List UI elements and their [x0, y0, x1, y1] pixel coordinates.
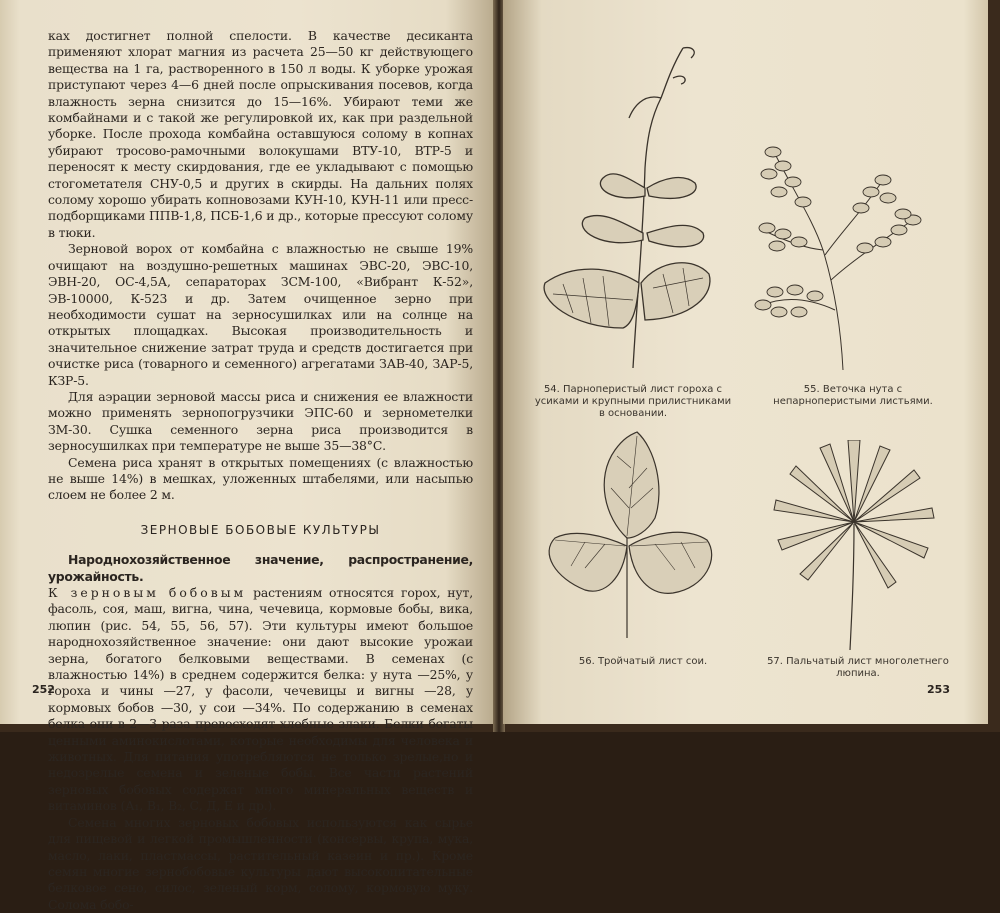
paragraph-4: Семена риса хранят в открытых помещениях (с влажностью не выше 14%) в мешках, уложенных штабелями, или насыпью слоем не более 2 м. [48, 454, 473, 503]
soybean-leaf-illustration [535, 428, 725, 643]
chickpea-leaflets [755, 147, 921, 317]
paragraph-3: Для аэрации зерновой массы риса и снижения ее влажности можно применять зернопогрузчики ЭПС-60 и зернометелки ЗМ-30. Сушка семенного зерна риса производится в зерносушилках при температуре не выше 35—38°С. [48, 388, 473, 454]
pea-leaf-illustration [533, 38, 723, 378]
caption-figure-57: 57. Пальчатый лист многолетнего люпина. [767, 656, 949, 679]
figure-soybean-leaf [535, 428, 725, 643]
figure-pea-leaf [533, 38, 723, 378]
paragraph-5: растениям относятся горох, нут, фасоль, соя, маш, вигна, чина, чечевица, кормовые бобы, вика, люпин (рис. 54, 55, 56, 57). Эти культуры имеют большое народнохозяйственное значение: они дают высокие урожаи зерна, богатого белковыми веществами. В семенах (с влажностью 14%) в среднем содержится белка: у нута —25%, у гороха и чины —27, у фасоли, чечевицы и вигны —28, у кормовых бобов —30, у сои —34%. По содержанию в семенах белка они в 2—3 раза превосходят хлебные злаки. Белки богаты ценными аминокислотами, которые необходимы для человека и животных. Для питания употребляются не только зрелые,но и недозрелые семена и зеленые бобы. Все части растений зерновых бобовых содержат много минеральных веществ и витаминов (А₁, В₁, В₂, С, Д, Е и др.). [48, 585, 473, 814]
subheading: Народнохозяйственное значение, распространение, урожайность. [48, 552, 473, 584]
paragraph-1: ках достигнет полной спелости. В качестве десиканта применяют хлорат магния из расчета 25—50 кг действующего вещества на 1 га, растворенного в 150 л воды. К уборке урожая приступают через 4—6 дней после опрыскивания посевов, когда влажность зерна снизится до 15—16%. Убирают теми же комбайнами и с такой же регулировкой их, как при раздельной уборке. После прохода комбайна оставшуюся солому в копнах убирают тросово-рамочными волокушами ВТУ-10, ВТР-5 и переносят к месту скирдования, где ее укладывают с помощью стогометателя СНУ-0,5 и других в скирды. На дальних полях солому хорошо убирать копновозами КУН-10, КУН-11 или пресс-подборщиками ППВ-1,8, ПСБ-1,6 и др., которые прессуют солому в тюки. [48, 28, 473, 240]
paragraph-6: Семена многих зерновых бобовых используются как сырье для пищевой и легкой промышленности (консервы, крупа, мука, масло, лаки, пластмассы, растительный казеин и пр.). Кроме семян многие зернобобовые культуры дают высокопитательные белковое сено, силос, зеленый корм, солому, кормовую муку. Солома бобо- [48, 814, 473, 912]
left-page-text [48, 28, 473, 913]
lupin-leaf-illustration [768, 440, 938, 650]
figure-chickpea-branch [743, 130, 933, 375]
page-number-right: 253 [927, 683, 950, 696]
figure-lupin-leaf [768, 440, 938, 650]
chickpea-branch-illustration [743, 130, 933, 375]
paragraph-2: Зерновой ворох от комбайна с влажностью не свыше 19% очищают на воздушно-решетных машинах ЭВС-20, ЭВС-10, ЭВН-20, ОС-4,5А, сепараторах ЗСМ-100, «Вибрант К-52», ЭВ-10000, К-523 и др. Затем очищенное зерно при необходимости сушат на зерносушилках или на солнце на открытых площадках. Высокая производительность и значительное снижение затрат труда и средств достигается при очистке риса (товарного и семенного) агрегатами ЗАВ-40, ЗАР-5, КЗР-5. [48, 241, 473, 388]
caption-figure-54: 54. Парноперистый лист гороха с усиками и крупными прилистниками в основании. [534, 384, 732, 419]
spaced-phrase: К зерновым бобовым [48, 585, 247, 600]
left-page [0, 0, 495, 912]
page-number-left: 252 [32, 683, 55, 696]
section-title: ЗЕРНОВЫЕ БОБОВЫЕ КУЛЬТУРЫ [140, 522, 381, 537]
right-page [503, 0, 988, 724]
caption-figure-56: 56. Тройчатый лист сои. [578, 656, 708, 667]
caption-figure-55: 55. Веточка нута с непарноперистыми листьями. [773, 384, 933, 407]
